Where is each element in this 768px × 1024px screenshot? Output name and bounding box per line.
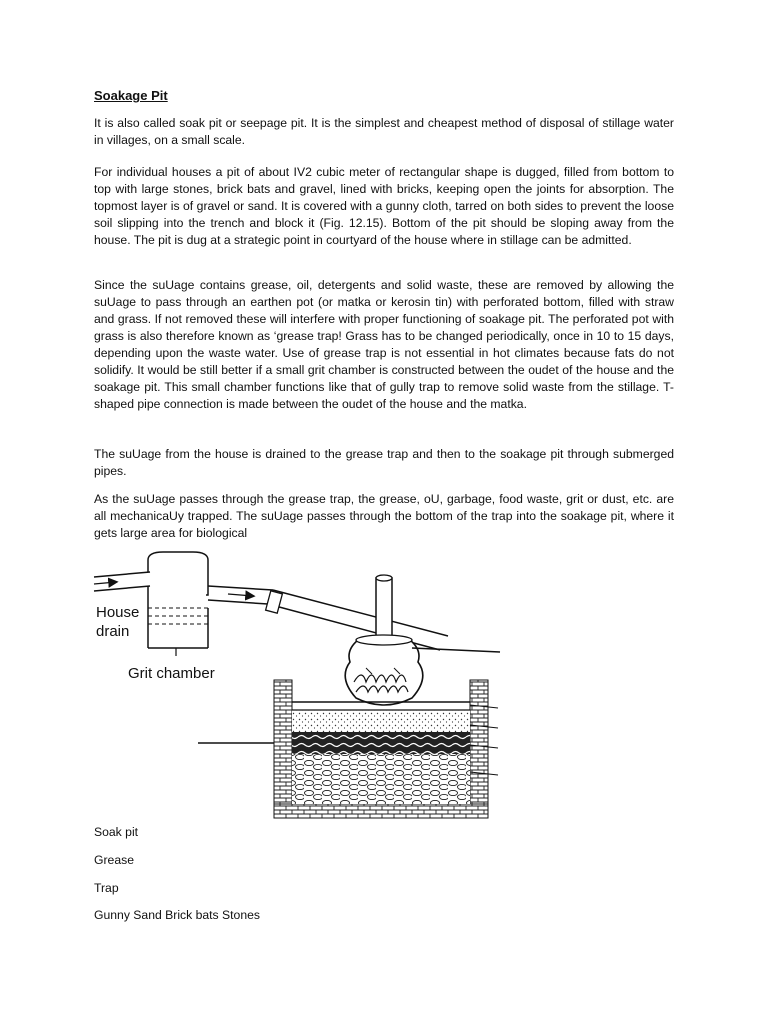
paragraph-drainage: The suUage from the house is drained to the grease trap and then to the soakage pit through submerged pipes. xyxy=(94,447,674,478)
label-grit-chamber: Grit chamber xyxy=(128,665,215,682)
paragraph-grease-trap: Since the suUage contains grease, oil, detergents and solid waste, these are removed by allowing the suUage to pass through an earthen pot (or matka or kerosin tin) with perforated bottom, filled with straw and grass. If not removed these will interfere with proper functioning of soakage pit. The perforated pot with grass is also therefore known as ‘grease trap! Grass has to be changed periodically, once in 10 to 15 days, depending upon the waste water. Use of grease trap is not essential in hot climates because fats do not solidify. It would be still better if a small grit chamber is constructed between the oudet of the house and the soakage pit. This small chamber functions like that of gully trap to remove solid waste from the stillage. T-shaped pipe connection is made between the oudet of the house and the matka. xyxy=(94,278,674,411)
grit-chamber xyxy=(148,552,208,656)
label-house: House xyxy=(96,604,140,621)
page-title: Soakage Pit xyxy=(94,88,168,103)
soak-pit-diagram xyxy=(88,550,508,825)
caption-grease: Grease xyxy=(94,853,134,867)
label-drain: drain xyxy=(96,623,130,640)
paragraph-intro: It is also called soak pit or seepage pit. It is the simplest and cheapest method of disposal of stillage water in villages, on a small scale. xyxy=(94,116,674,147)
inlet-pipe xyxy=(94,572,150,591)
paragraph-trapping: As the suUage passes through the grease trap, the grease, oU, garbage, food waste, grit or dust, etc. are all mechanicaUy trapped. The suUage passes through the bottom of the trap into the soakage pit, where it gets large area for biological xyxy=(94,492,674,540)
caption-soak-pit: Soak pit xyxy=(94,825,139,839)
paragraph-construction: For individual houses a pit of about IV2 cubic meter of rectangular shape is dugged, filled from bottom to top with large stones, brick bats and gravel, lined with bricks, keeping open the joints for absorption. The topmost layer is of gravel or sand. It is covered with a gunny cloth, tarred on both sides to prevent the loose soil slipping into the trench and block it (Fig. 12.15). Bottom of the pit should be sloping away from the house. The pit is dug at a strategic point in courtyard of the house where in stillage can be admitted. xyxy=(94,165,674,247)
soak-pit xyxy=(198,680,498,818)
caption-layers: Gunny Sand Brick bats Stones xyxy=(94,908,260,922)
caption-trap: Trap xyxy=(94,881,119,895)
